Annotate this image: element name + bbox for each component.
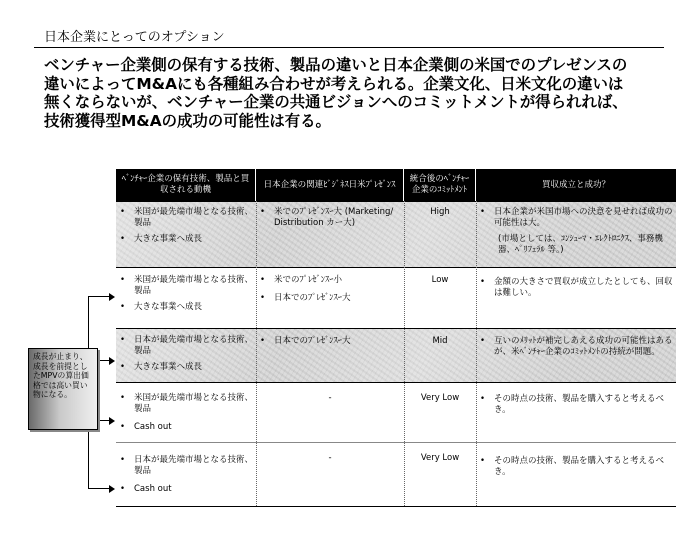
cell-commitment: Low xyxy=(431,275,449,285)
list-item: • 米国が最先端市場となる技術、製品 xyxy=(120,393,254,414)
row-divider xyxy=(116,201,676,202)
header-success: 買収成立と成功？ xyxy=(476,169,676,201)
cell-success xyxy=(476,277,674,299)
list-item: • 大きな事業へ成長 xyxy=(120,302,203,312)
headline-line: 違いによってM&Aにも各種組み合わせが考えられる。企業文化、日米文化の違いは xyxy=(44,74,624,93)
cell-motive xyxy=(116,455,256,495)
title-divider xyxy=(34,47,664,48)
list-item: • 金額の大きさで買収が成立したとしても、回収は難しい。 xyxy=(480,277,673,298)
cell-commitment: Very Low xyxy=(420,393,460,403)
row-divider xyxy=(116,382,676,383)
list-item: • Cash out xyxy=(120,422,172,432)
list-item: • その時点の技術、製品を購入すると考えるべき。 xyxy=(480,394,665,415)
list-item: • 米でのﾌﾟﾚｾﾞﾝｽｰ小 xyxy=(260,275,343,285)
list-item: • 日本でのﾌﾟﾚｾﾞﾝｽｰ大 xyxy=(260,293,351,303)
headline-line: ベンチャー企業側の保有する技術、製品の違いと日本企業側の米国でのプレゼンスの xyxy=(44,56,628,74)
cell-motive xyxy=(116,207,256,245)
cell-success xyxy=(476,207,674,256)
cell-commitment: Very Low xyxy=(420,453,460,463)
cell-presence xyxy=(256,336,404,347)
list-item: • 日本企業が米国市場への決意を見せれば成功の可能性は大。 xyxy=(480,207,673,228)
list-item: • 日本が最先端市場となる技術、製品 xyxy=(120,335,254,356)
cell-motive xyxy=(116,275,256,313)
note-box: 成長が止まり、成長を前提としたMPVの算出価格では高い買い物になる。 xyxy=(28,348,98,430)
cell-commitment: Mid xyxy=(432,336,448,346)
list-item: • 米でのﾌﾟﾚｾﾞﾝｽｰ大 (Marketing/ Distribution カー大) xyxy=(260,207,394,228)
list-item: • 大きな事業へ成長 xyxy=(120,234,203,244)
list-item: • Cash out xyxy=(120,484,172,494)
row-divider xyxy=(116,506,676,507)
cell-commitment: High xyxy=(430,207,450,217)
cell-motive xyxy=(116,393,256,433)
headline xyxy=(44,56,674,130)
row-divider xyxy=(116,267,676,268)
headline-line: 無くならないが、ベンチャー企業の共通ビジョンへのコミットメントが得られれば、 xyxy=(44,93,628,111)
list-item: • 米国が最先端市場となる技術、製品 xyxy=(120,207,254,228)
header-commitment: 統合後のﾍﾞﾝﾁｬｰ企業のｺﾐｯﾄﾒﾝﾄ xyxy=(404,169,476,201)
cell-presence xyxy=(256,207,404,229)
list-item: • 米国が最先端市場となる技術、製品 xyxy=(120,275,254,296)
cell-presence: - xyxy=(328,453,332,463)
slide-title: 日本企業にとってのオプション xyxy=(44,30,225,45)
headline-line: 技術獲得型M&Aの成功の可能性は有る。 xyxy=(44,111,331,130)
success-note: (市場としては、ｺﾝｼｭｰﾏ・ｴﾚｸﾄﾛﾆｸｽ、事務機器、ﾍﾟﾘﾌｪﾗﾙ 等。) xyxy=(498,234,663,255)
row-divider xyxy=(116,442,676,443)
cell-success xyxy=(476,336,674,358)
list-item: • 互いのﾒﾘｯﾄが補完しあえる成功の可能性はあるが、米ﾍﾞﾝﾁｬｰ企業のｺﾐｯﾄﾒﾝﾄの持続が問題。 xyxy=(480,336,673,357)
cell-success xyxy=(476,456,674,478)
cell-presence xyxy=(256,275,404,304)
row-divider xyxy=(116,328,676,329)
list-item: • その時点の技術、製品を購入すると考えるべき。 xyxy=(480,456,665,477)
cell-presence: - xyxy=(328,393,332,403)
cell-motive xyxy=(116,335,256,373)
list-item: • 日本でのﾌﾟﾚｾﾞﾝｽｰ大 xyxy=(260,336,351,346)
arrow-right-icon xyxy=(88,488,110,489)
header-motive: ﾍﾞﾝﾁｬｰ企業の保有技術、製品と買収される動機 xyxy=(116,169,256,201)
header-presence: 日本企業の関連ﾋﾞｼﾞﾈｽ日米ﾌﾟﾚｾﾞﾝｽ xyxy=(256,169,404,201)
cell-success xyxy=(476,394,674,416)
arrow-right-icon xyxy=(88,296,110,297)
list-item: • 大きな事業へ成長 xyxy=(120,362,203,372)
list-item: • 日本が最先端市場となる技術、製品 xyxy=(120,455,254,476)
